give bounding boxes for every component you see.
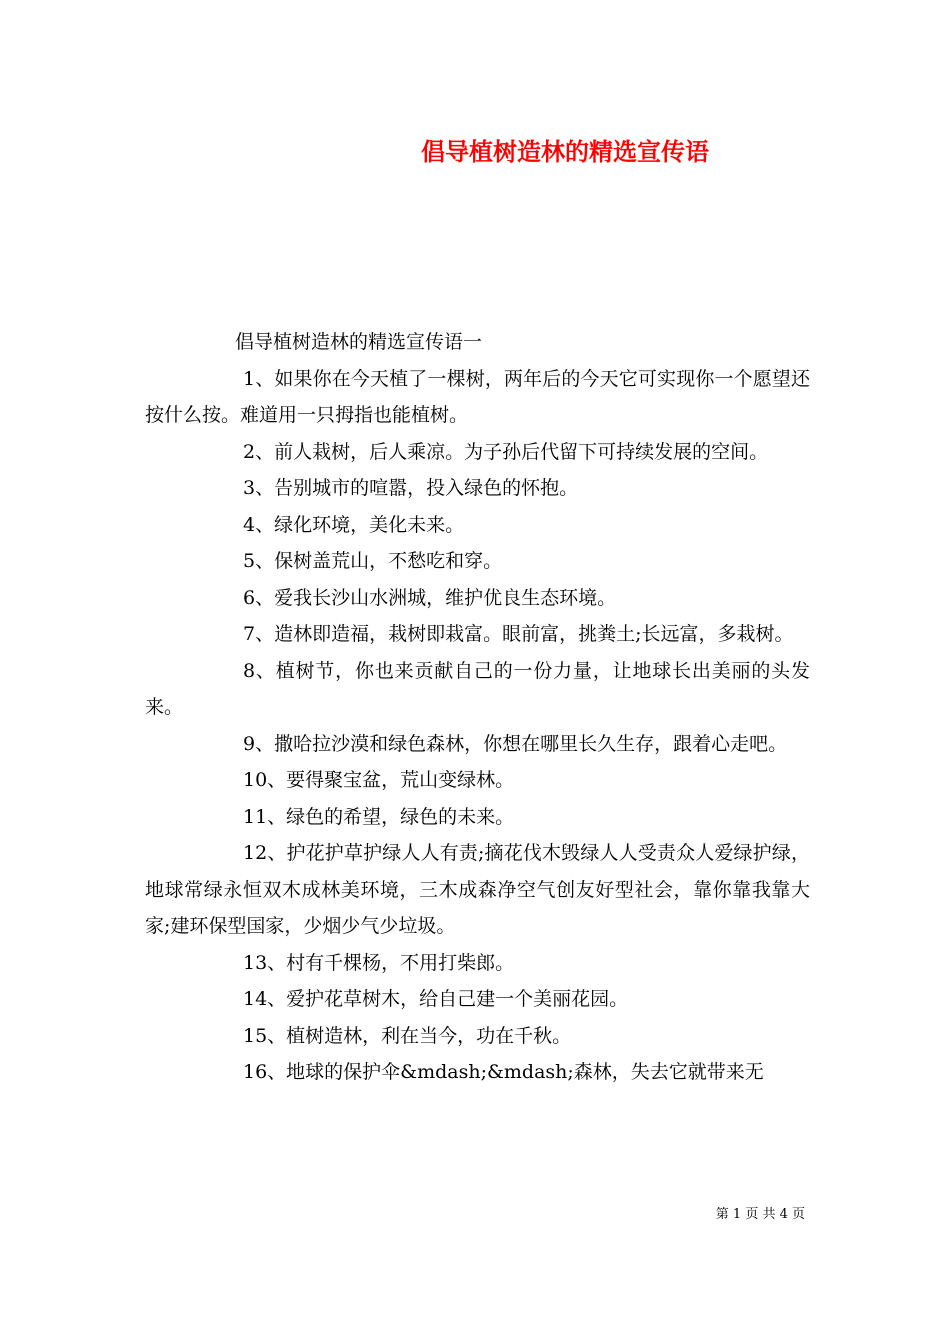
- slogan-paragraph: 4、绿化环境，美化未来。: [243, 513, 465, 536]
- document-body: [145, 324, 810, 1091]
- slogan-paragraph: 5、保树盖荒山，不愁吃和穿。: [243, 550, 503, 572]
- slogan-paragraph: 14、爱护花草树木，给自己建一个美丽花园。: [243, 988, 629, 1010]
- slogan-paragraph: 2、前人栽树，后人乘凉。为子孙后代留下可持续发展的空间。: [243, 440, 769, 463]
- slogan-paragraph: 10、要得聚宝盆，荒山变绿林。: [243, 769, 515, 791]
- slogan-paragraph: 6、爱我长沙山水洲城，维护优良生态环境。: [243, 586, 617, 609]
- slogan-paragraph: 7、造林即造福，栽树即栽富。眼前富，挑粪土;长远富，多栽树。: [243, 623, 794, 645]
- slogan-paragraph: 12、护花护草护绿人人有责;摘花伐木毁绿人人受责众人爱绿护绿，地球常绿永恒双木成林美环境，三木成森净空气创友好型社会，靠你靠我靠大家;建环保型国家，少烟少气少垃圾。: [145, 842, 810, 937]
- slogan-paragraph: 9、撒哈拉沙漠和绿色森林，你想在哪里长久生存，跟着心走吧。: [243, 732, 788, 755]
- slogan-paragraph: 15、植树造林，利在当今，功在千秋。: [243, 1024, 572, 1047]
- document-title: 倡导植树造林的精选宣传语: [421, 138, 709, 166]
- slogan-paragraph: 16、地球的保护伞&mdash;&mdash;森林，失去它就带来无: [243, 1061, 764, 1083]
- slogan-paragraph: 3、告别城市的喧嚣，投入绿色的怀抱。: [243, 477, 579, 499]
- slogan-paragraph: 8、植树节，你也来贡献自己的一份力量，让地球长出美丽的头发来。: [145, 659, 810, 718]
- section-subheading: 倡导植树造林的精选宣传语一: [235, 331, 483, 353]
- slogan-paragraph: 1、如果你在今天植了一棵树，两年后的今天它可实现你一个愿望还按什么按。难道用一只拇指也能植树。: [145, 367, 810, 426]
- slogan-paragraph: 13、村有千棵杨，不用打柴郎。: [243, 951, 515, 974]
- page-number-footer: 第 1 页 共 4 页: [715, 1207, 805, 1222]
- slogan-paragraph: 11、绿色的希望，绿色的未来。: [243, 805, 515, 828]
